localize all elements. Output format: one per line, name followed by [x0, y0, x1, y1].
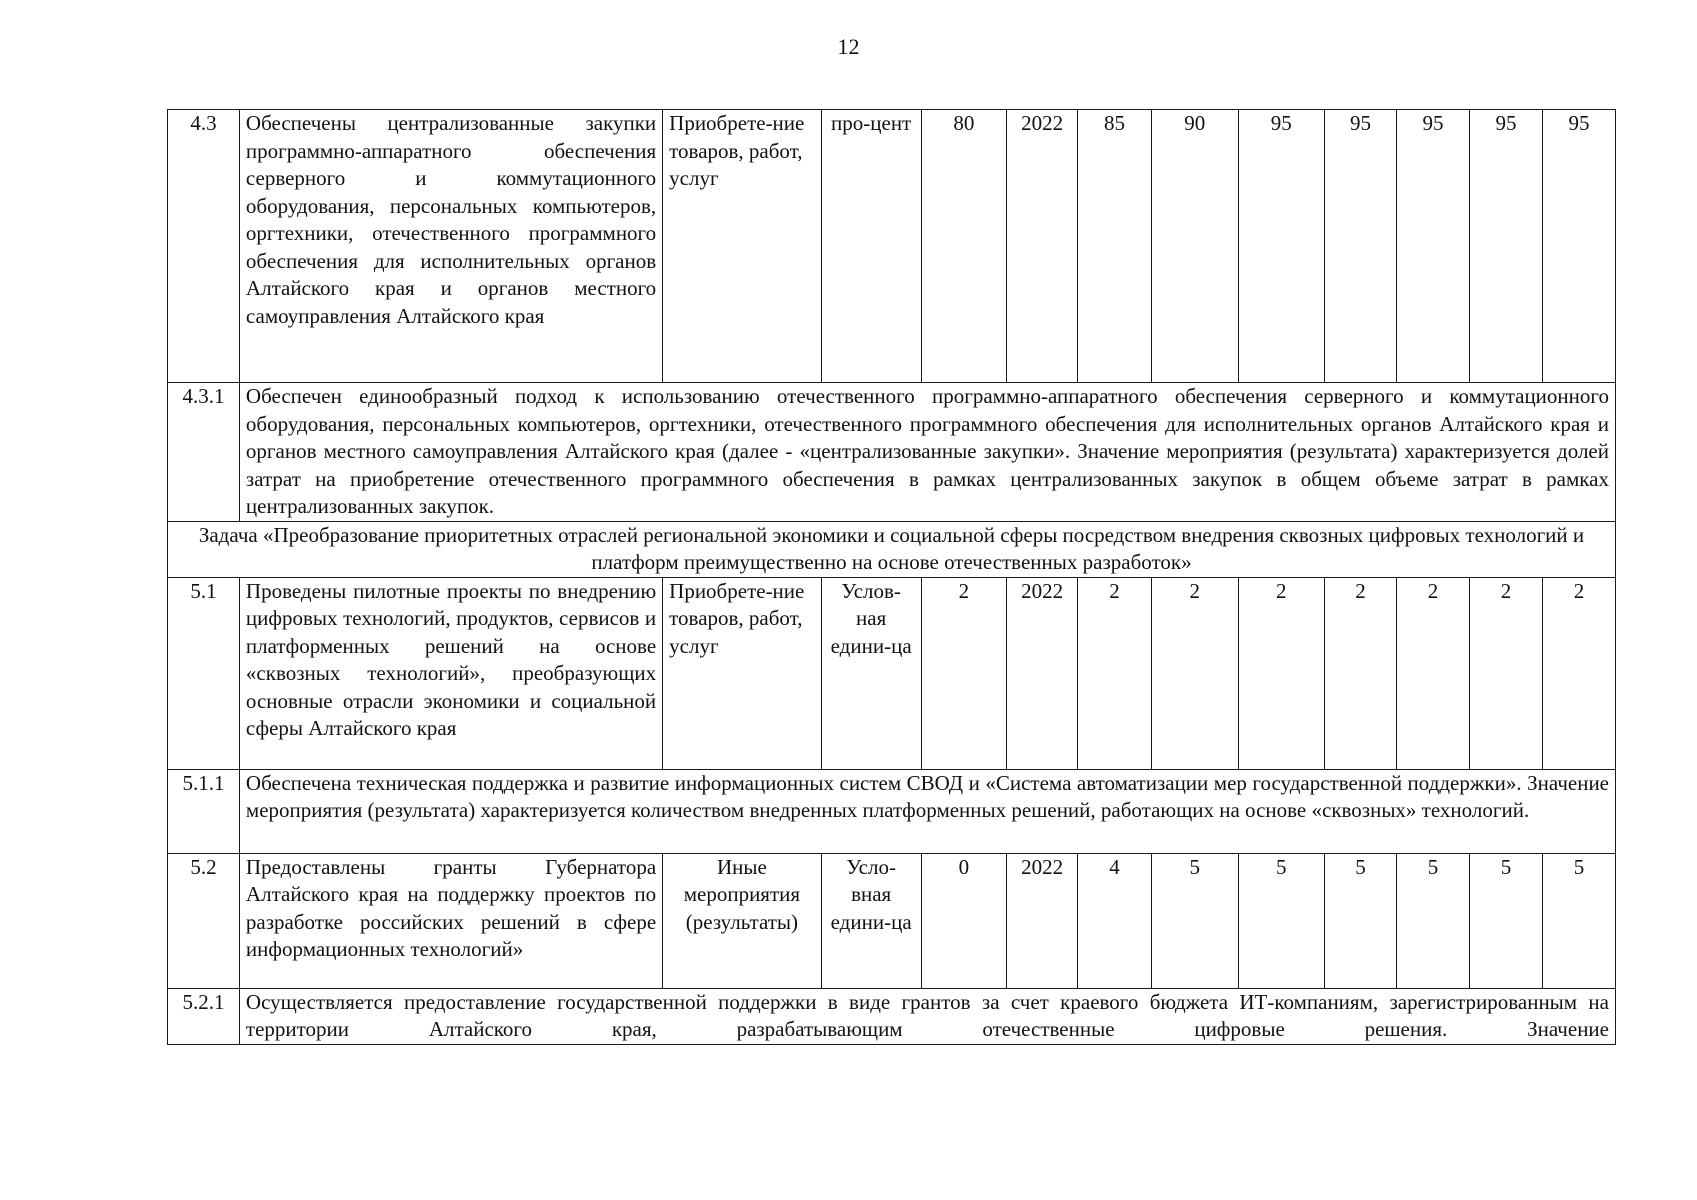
value-cell: 4: [1078, 853, 1152, 988]
value-cell: 2: [1396, 577, 1469, 769]
value-cell: 5: [1325, 853, 1397, 988]
value-cell: 95: [1238, 110, 1325, 383]
value-cell: 85: [1078, 110, 1152, 383]
unit-cell: Услов-ная едини-ца: [821, 577, 921, 769]
table-row: [168, 110, 1616, 383]
table-row: [168, 383, 1616, 522]
table-row: [168, 853, 1616, 988]
result-name: Обеспечены централизованные закупки программно-аппаратного обеспечения серверного и коммутационного оборудования, персональных компьютеров, оргтехники, отечественного программного обеспечения для исполнительных органов Алтайского края и органов местного самоуправления Алтайского края: [239, 110, 662, 383]
table-row: [168, 988, 1616, 1044]
task-heading: Задача «Преобразование приоритетных отраслей региональной экономики и социальной сферы посредством внедрения сквозных цифровых технологий и платформ преимущественно на основе отечественных разработок»: [168, 521, 1616, 577]
result-type: Иные мероприятия (результаты): [663, 853, 821, 988]
row-number: 5.1.1: [168, 769, 240, 853]
table-row: [168, 577, 1616, 769]
result-description: Обеспечена техническая поддержка и развитие информационных систем СВОД и «Система автоматизации мер государственной поддержки». Значение мероприятия (результата) характеризуется количеством внедренных платформенных решений, работающих на основе «сквозных» технологий.: [239, 769, 1615, 853]
value-cell: 2: [1325, 577, 1397, 769]
base-year: 2022: [1007, 110, 1078, 383]
base-year: 2022: [1007, 577, 1078, 769]
base-value: 2: [921, 577, 1006, 769]
result-description: Обеспечен единообразный подход к использованию отечественного программно-аппаратного обеспечения серверного и коммутационного оборудования, персональных компьютеров, оргтехники, отечественного программного обеспечения для исполнительных органов Алтайского края и органов местного самоуправления Алтайского края (далее - «централизованные закупки». Значение мероприятия (результата) характеризуется долей затрат на приобретение отечественного программного обеспечения в рамках централизованных закупок в общем объеме затрат в рамках централизованных закупок.: [239, 383, 1615, 522]
value-cell: 5: [1542, 853, 1615, 988]
table-row: [168, 521, 1616, 577]
page-number: 12: [837, 34, 860, 59]
result-type: Приобрете-ние товаров, работ, услуг: [663, 577, 821, 769]
result-description: Осуществляется предоставление государственной поддержки в виде грантов за счет краевого бюджета ИТ-компаниям, зарегистрированным на территории Алтайского края, разрабатывающим отечественные цифровые решения. Значение: [239, 988, 1615, 1044]
result-name: Предоставлены гранты Губернатора Алтайского края на поддержку проектов по разработке российских решений в сфере информационных технологий»: [239, 853, 662, 988]
value-cell: 5: [1152, 853, 1239, 988]
value-cell: 5: [1238, 853, 1325, 988]
value-cell: 2: [1078, 577, 1152, 769]
unit-cell: про-цент: [821, 110, 921, 383]
value-cell: 95: [1542, 110, 1615, 383]
value-cell: 95: [1469, 110, 1542, 383]
base-value: 0: [921, 853, 1006, 988]
unit-cell: Усло-вная едини-ца: [821, 853, 921, 988]
value-cell: 2: [1152, 577, 1239, 769]
value-cell: 95: [1325, 110, 1397, 383]
row-number: 5.2.1: [168, 988, 240, 1044]
value-cell: 2: [1469, 577, 1542, 769]
row-number: 5.1: [168, 577, 240, 769]
value-cell: 5: [1469, 853, 1542, 988]
result-type: Приобрете-ние товаров, работ, услуг: [663, 110, 821, 383]
row-number: 5.2: [168, 853, 240, 988]
value-cell: 2: [1542, 577, 1615, 769]
indicators-table: [167, 109, 1616, 1045]
row-number: 4.3: [168, 110, 240, 383]
value-cell: 95: [1396, 110, 1469, 383]
base-value: 80: [921, 110, 1006, 383]
result-name: Проведены пилотные проекты по внедрению цифровых технологий, продуктов, сервисов и платформенных решений на основе «сквозных технологий», преобразующих основные отрасли экономики и социальной сферы Алтайского края: [239, 577, 662, 769]
value-cell: 90: [1152, 110, 1239, 383]
row-number: 4.3.1: [168, 383, 240, 522]
value-cell: 5: [1396, 853, 1469, 988]
value-cell: 2: [1238, 577, 1325, 769]
base-year: 2022: [1007, 853, 1078, 988]
table-row: [168, 769, 1616, 853]
